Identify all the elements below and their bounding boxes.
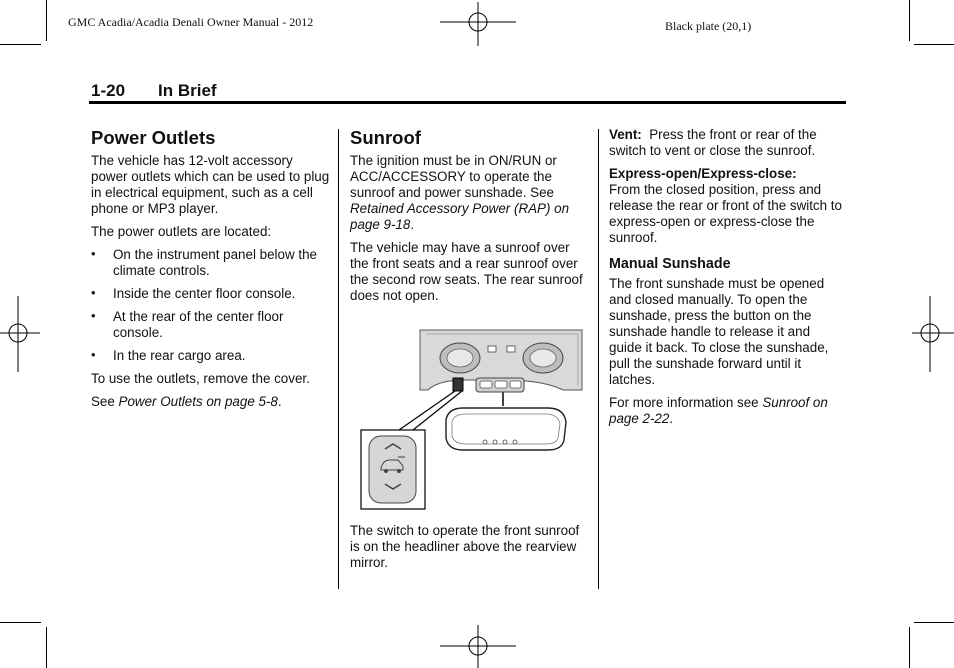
page-number: 1-20 (91, 81, 126, 100)
list-item: • At the rear of the center floor console. (91, 309, 331, 341)
more-info-paragraph (609, 395, 845, 427)
crop-mark (909, 627, 910, 668)
column-divider (598, 129, 599, 589)
sunroof-seats-text: The vehicle may have a sunroof over the front seats and a rear sunroof over the second row seats. The rear sunroof does not open. (350, 240, 583, 303)
column-divider (338, 129, 339, 589)
ignition-body: The ignition must be in ON/RUN or ACC/ACCESSORY to operate the sunroof and power sunshade. See (350, 153, 557, 200)
crop-mark (914, 44, 954, 45)
express-label: Express-open/Express-close: (609, 166, 797, 181)
manual-sunshade-text: The front sunshade must be opened and closed manually. To open the sunshade, press the button on the sunshade handle to release it and guide it back. To close the sunshade, pull the sunshade forward until it latches. (609, 276, 829, 387)
sunroof-ignition-text (350, 153, 590, 233)
list-item: • Inside the center floor console. (91, 286, 331, 302)
crop-mark (0, 622, 41, 623)
section-title: In Brief (158, 81, 217, 100)
power-outlets-page-link[interactable]: Power Outlets on page 5-8 (118, 394, 278, 409)
crop-mark (909, 0, 910, 41)
sunroof-section (350, 127, 590, 311)
header-rule (89, 101, 846, 104)
more-suffix: . (669, 411, 674, 426)
power-outlets-intro: The vehicle has 12-volt accessory power outlets which can be used to plug in electrical equipment, such as a cell phone or MP3 player. (91, 153, 330, 216)
crop-mark (0, 44, 41, 45)
ignition-suffix: . (410, 217, 415, 232)
manual-title: GMC Acadia/Acadia Denali Owner Manual - 2012 (68, 15, 314, 29)
power-outlets-use-text: To use the outlets, remove the cover. (91, 371, 310, 386)
sunroof-caption: The switch to operate the front sunroof is on the headliner above the rearview mirror. (350, 523, 580, 570)
manual-sunshade-heading: Manual Sunshade (609, 256, 731, 272)
sunroof-heading: Sunroof (350, 127, 421, 148)
express-paragraph (609, 166, 845, 246)
crop-mark (914, 622, 954, 623)
plate-label: Black plate (20,1) (665, 19, 752, 33)
registration-mark-icon (0, 296, 40, 372)
list-item: • On the instrument panel below the climate controls. (91, 247, 331, 279)
registration-mark-icon (440, 2, 516, 46)
power-outlet-locations (91, 247, 331, 364)
express-text: From the closed position, press and release the rear or front of the switch to express-open or express-close the sunroof. (609, 182, 842, 245)
crop-mark (46, 627, 47, 668)
power-outlets-heading: Power Outlets (91, 127, 216, 148)
see-prefix: See (91, 394, 119, 409)
sunroof-caption-block (350, 523, 590, 578)
list-item: • In the rear cargo area. (91, 348, 331, 364)
power-outlets-section (91, 127, 331, 417)
power-outlets-see-reference (91, 394, 331, 410)
registration-mark-icon (912, 296, 954, 372)
sunroof-switch-illustration (358, 328, 584, 512)
vent-label: Vent: (609, 127, 642, 142)
vent-text: Press the front or rear of the switch to vent or close the sunroof. (609, 127, 817, 158)
sunroof-page-link[interactable]: Sunroof on page 2-22 (609, 395, 828, 426)
rap-page-link[interactable]: Retained Accessory Power (RAP) on page 9-18 (350, 201, 570, 232)
sunroof-controls-section (609, 127, 845, 434)
see-suffix: . (277, 394, 282, 409)
crop-mark (46, 0, 47, 41)
vent-paragraph (609, 127, 845, 159)
registration-mark-icon (440, 625, 516, 668)
power-outlets-located-label: The power outlets are located: (91, 224, 272, 239)
more-prefix: For more information see (609, 395, 763, 410)
